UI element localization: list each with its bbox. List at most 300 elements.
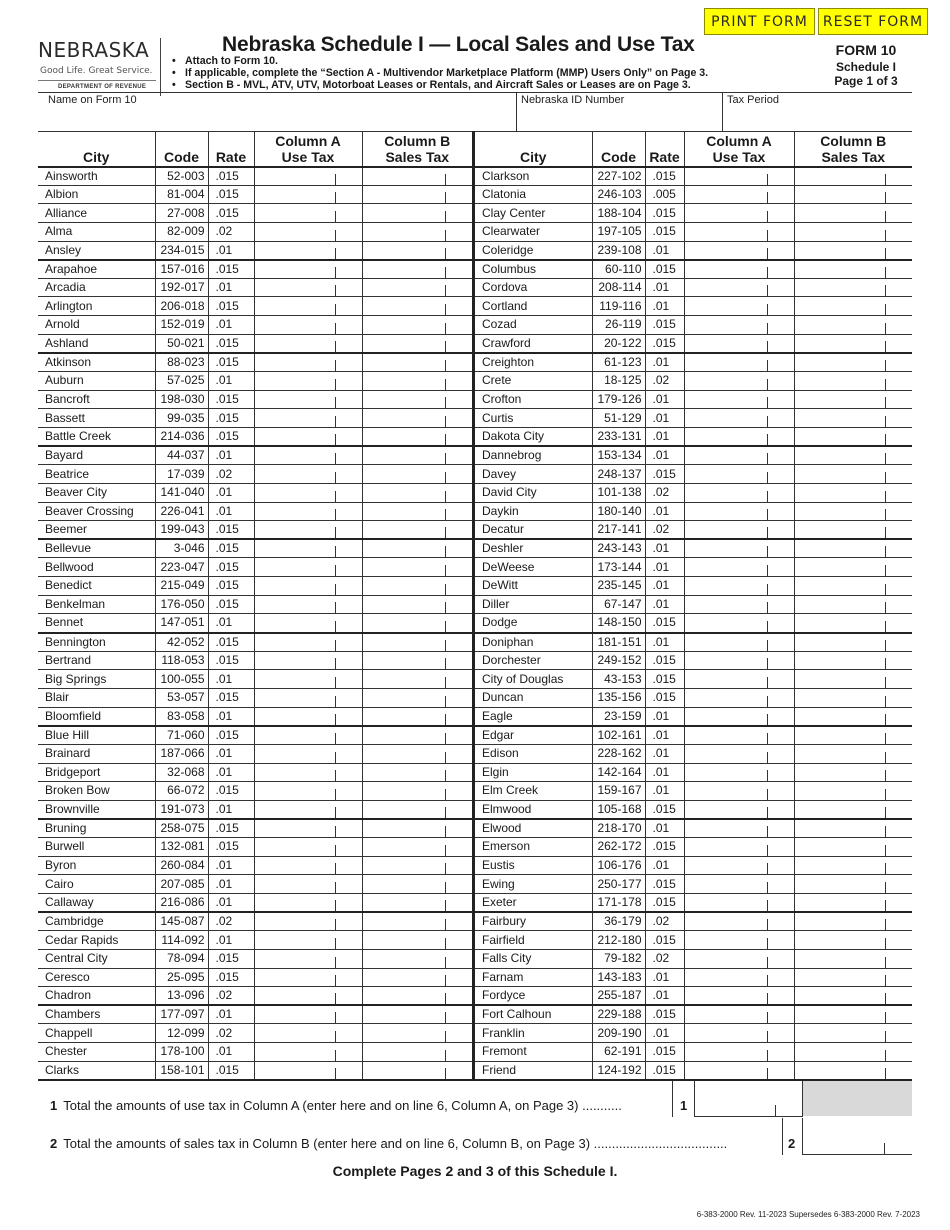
use-tax-input[interactable]	[255, 987, 362, 1004]
sales-tax-input[interactable]	[363, 316, 473, 334]
city-name: Cordova	[475, 278, 592, 297]
sales-tax-input[interactable]	[363, 261, 473, 278]
sales-tax-input[interactable]	[795, 204, 913, 222]
sales-tax-input[interactable]	[363, 931, 473, 949]
sales-tax-input[interactable]	[795, 764, 913, 782]
use-tax-input[interactable]	[685, 801, 794, 818]
sales-tax-input[interactable]	[795, 745, 913, 763]
use-tax-input[interactable]	[255, 447, 362, 464]
use-tax-input[interactable]	[685, 987, 794, 1004]
use-tax-input[interactable]	[685, 577, 794, 595]
use-tax-input[interactable]	[685, 409, 794, 427]
city-code: 250-177	[592, 875, 645, 894]
sales-tax-input[interactable]	[363, 335, 473, 352]
total-line-2	[50, 1136, 727, 1151]
use-tax-input[interactable]	[255, 484, 362, 502]
cents-tick	[885, 826, 886, 837]
print-form-button[interactable]: PRINT FORM	[704, 8, 815, 35]
use-tax-cell	[684, 577, 794, 596]
table-row	[38, 521, 472, 540]
total-sales-tax-input[interactable]	[803, 1118, 912, 1154]
city-name: Burwell	[38, 838, 155, 857]
city-code: 83-058	[155, 707, 208, 726]
use-tax-input[interactable]	[685, 727, 794, 744]
use-tax-input[interactable]	[255, 745, 362, 763]
city-code: 145-087	[155, 912, 208, 931]
cents-tick	[335, 509, 336, 520]
city-name: Blue Hill	[38, 726, 155, 745]
sales-tax-input[interactable]	[363, 168, 473, 185]
table-row	[38, 446, 472, 465]
use-tax-cell	[684, 838, 794, 857]
use-tax-input[interactable]	[685, 857, 794, 875]
sales-tax-input[interactable]	[363, 969, 473, 987]
use-tax-input[interactable]	[685, 521, 794, 538]
use-tax-input[interactable]	[255, 186, 362, 204]
use-tax-input[interactable]	[255, 820, 362, 837]
use-tax-input[interactable]	[685, 354, 794, 371]
use-tax-cell	[684, 707, 794, 726]
tax-rate: .01	[208, 372, 254, 391]
city-code: 57-025	[155, 372, 208, 391]
city-name: Elwood	[475, 819, 592, 838]
sales-tax-input[interactable]	[363, 1043, 473, 1061]
sales-tax-input[interactable]	[795, 484, 913, 502]
use-tax-input[interactable]	[255, 372, 362, 390]
sales-tax-input[interactable]	[363, 950, 473, 968]
table-row	[475, 782, 912, 801]
reset-form-button[interactable]: RESET FORM	[818, 8, 928, 35]
use-tax-input[interactable]	[255, 223, 362, 241]
city-name: Fremont	[475, 1043, 592, 1062]
sales-tax-input[interactable]	[795, 1024, 913, 1042]
use-tax-input[interactable]	[685, 297, 794, 315]
use-tax-input[interactable]	[255, 950, 362, 968]
city-code: 105-168	[592, 800, 645, 819]
sales-tax-input[interactable]	[363, 689, 473, 707]
use-tax-input[interactable]	[685, 1024, 794, 1042]
use-tax-input[interactable]	[685, 708, 794, 725]
sales-tax-input[interactable]	[795, 950, 913, 968]
use-tax-input[interactable]	[685, 670, 794, 688]
use-tax-input[interactable]	[685, 634, 794, 651]
use-tax-input[interactable]	[685, 652, 794, 670]
use-tax-input[interactable]	[685, 596, 794, 614]
sales-tax-input[interactable]	[363, 409, 473, 427]
sales-tax-input[interactable]	[795, 297, 913, 315]
sales-tax-input[interactable]	[363, 634, 473, 651]
table-row	[38, 893, 472, 912]
city-code: 228-162	[592, 744, 645, 763]
tax-rate: .02	[645, 949, 684, 968]
sales-tax-cell	[362, 278, 472, 297]
sales-tax-input[interactable]	[795, 894, 913, 911]
use-tax-input[interactable]	[685, 279, 794, 297]
use-tax-input[interactable]	[255, 204, 362, 222]
city-code: 36-179	[592, 912, 645, 931]
use-tax-cell	[254, 446, 362, 465]
use-tax-input[interactable]	[255, 503, 362, 521]
sales-tax-input[interactable]	[363, 894, 473, 911]
sales-tax-cell	[362, 1043, 472, 1062]
use-tax-input[interactable]	[685, 428, 794, 445]
use-tax-input[interactable]	[685, 447, 794, 464]
use-tax-input[interactable]	[255, 1043, 362, 1061]
use-tax-input[interactable]	[255, 894, 362, 911]
use-tax-input[interactable]	[255, 465, 362, 483]
use-tax-input[interactable]	[255, 857, 362, 875]
use-tax-input[interactable]	[255, 297, 362, 315]
sales-tax-input[interactable]	[363, 503, 473, 521]
sales-tax-input[interactable]	[363, 875, 473, 893]
sales-tax-input[interactable]	[795, 614, 913, 631]
use-tax-input[interactable]	[685, 745, 794, 763]
sales-tax-input[interactable]	[363, 857, 473, 875]
sales-tax-input[interactable]	[795, 782, 913, 800]
sales-tax-input[interactable]	[795, 335, 913, 352]
city-name: Deshler	[475, 539, 592, 558]
city-name: Franklin	[475, 1024, 592, 1043]
use-tax-cell	[684, 1005, 794, 1024]
use-tax-input[interactable]	[255, 354, 362, 371]
city-name: Arlington	[38, 297, 155, 316]
sales-tax-input[interactable]	[795, 558, 913, 576]
use-tax-cell	[684, 800, 794, 819]
cents-tick	[335, 845, 336, 856]
use-tax-input[interactable]	[255, 727, 362, 744]
sales-tax-input[interactable]	[363, 204, 473, 222]
sales-tax-input[interactable]	[363, 484, 473, 502]
sales-tax-input[interactable]	[795, 261, 913, 278]
sales-tax-input[interactable]	[363, 558, 473, 576]
city-code: 99-035	[155, 409, 208, 428]
sales-tax-input[interactable]	[363, 614, 473, 631]
use-tax-cell	[254, 502, 362, 521]
sales-tax-input[interactable]	[363, 913, 473, 930]
use-tax-cell	[254, 707, 362, 726]
sales-tax-input[interactable]	[363, 354, 473, 371]
cents-tick	[335, 882, 336, 893]
sales-tax-input[interactable]	[795, 1006, 913, 1023]
use-tax-input[interactable]	[255, 689, 362, 707]
tax-rate: .015	[208, 167, 254, 186]
nebraska-id-field[interactable]	[518, 106, 721, 130]
sales-tax-input[interactable]	[795, 857, 913, 875]
sales-tax-cell	[362, 893, 472, 912]
use-tax-input[interactable]	[255, 279, 362, 297]
cents-tick	[885, 453, 886, 464]
cents-tick	[885, 304, 886, 315]
use-tax-input[interactable]	[685, 782, 794, 800]
use-tax-input[interactable]	[685, 875, 794, 893]
city-name: Fairbury	[475, 912, 592, 931]
city-name: Elm Creek	[475, 782, 592, 801]
sales-tax-input[interactable]	[363, 1062, 473, 1079]
sales-tax-input[interactable]	[363, 1006, 473, 1023]
city-name: Ashland	[38, 334, 155, 353]
use-tax-input[interactable]	[685, 261, 794, 278]
sales-tax-input[interactable]	[363, 727, 473, 744]
cents-tick	[445, 453, 446, 464]
sales-tax-input[interactable]	[795, 503, 913, 521]
cents-tick	[885, 527, 886, 538]
sales-tax-input[interactable]	[795, 391, 913, 409]
sales-tax-input[interactable]	[363, 670, 473, 688]
use-tax-input[interactable]	[685, 614, 794, 631]
name-field[interactable]	[38, 106, 516, 130]
sales-tax-input[interactable]	[795, 875, 913, 893]
use-tax-input[interactable]	[255, 764, 362, 782]
use-tax-input[interactable]	[685, 168, 794, 185]
sales-tax-input[interactable]	[795, 969, 913, 987]
cents-tick	[885, 397, 886, 408]
city-code: 143-183	[592, 968, 645, 987]
sales-tax-input[interactable]	[363, 447, 473, 464]
sales-tax-cell	[794, 502, 912, 521]
city-name: Dorchester	[475, 651, 592, 670]
city-name: Elmwood	[475, 800, 592, 819]
use-tax-input[interactable]	[255, 708, 362, 725]
sales-tax-input[interactable]	[795, 1043, 913, 1061]
sales-tax-input[interactable]	[795, 447, 913, 464]
use-tax-input[interactable]	[255, 391, 362, 409]
sales-tax-cell	[794, 987, 912, 1006]
sales-tax-input[interactable]	[795, 913, 913, 930]
use-tax-input[interactable]	[255, 1006, 362, 1023]
total-use-tax-input[interactable]	[695, 1081, 802, 1116]
sales-tax-input[interactable]	[363, 820, 473, 837]
use-tax-input[interactable]	[685, 838, 794, 856]
use-tax-input[interactable]	[685, 1062, 794, 1079]
use-tax-input[interactable]	[255, 335, 362, 352]
table-row	[475, 558, 912, 577]
sales-tax-input[interactable]	[795, 652, 913, 670]
use-tax-input[interactable]	[685, 540, 794, 557]
use-tax-input[interactable]	[685, 372, 794, 390]
use-tax-input[interactable]	[255, 634, 362, 651]
sales-tax-input[interactable]	[363, 186, 473, 204]
city-code: 42-052	[155, 633, 208, 652]
use-tax-input[interactable]	[255, 242, 362, 259]
use-tax-input[interactable]	[255, 558, 362, 576]
use-tax-cell	[684, 316, 794, 335]
use-tax-input[interactable]	[685, 391, 794, 409]
tax-rate: .015	[208, 819, 254, 838]
sales-tax-input[interactable]	[795, 801, 913, 818]
use-tax-input[interactable]	[255, 428, 362, 445]
logo-department: DEPARTMENT OF REVENUE	[58, 84, 147, 90]
use-tax-input[interactable]	[255, 670, 362, 688]
sales-tax-input[interactable]	[795, 279, 913, 297]
sales-tax-input[interactable]	[795, 838, 913, 856]
use-tax-input[interactable]	[685, 484, 794, 502]
use-tax-input[interactable]	[685, 465, 794, 483]
sales-tax-input[interactable]	[363, 521, 473, 538]
cents-tick	[445, 900, 446, 911]
sales-tax-input[interactable]	[795, 689, 913, 707]
city-name: Bellevue	[38, 539, 155, 558]
use-tax-input[interactable]	[685, 335, 794, 352]
use-tax-input[interactable]	[685, 1006, 794, 1023]
table-row	[38, 1024, 472, 1043]
sales-tax-input[interactable]	[363, 540, 473, 557]
use-tax-cell	[684, 1061, 794, 1080]
cents-tick	[767, 360, 768, 371]
cents-tick	[885, 546, 886, 557]
city-code: 188-104	[592, 204, 645, 223]
table-row	[475, 1005, 912, 1024]
cents-tick	[767, 752, 768, 763]
cents-tick	[767, 919, 768, 930]
sales-tax-cell	[362, 875, 472, 894]
sales-tax-input[interactable]	[795, 521, 913, 538]
sales-tax-input[interactable]	[363, 223, 473, 241]
sales-tax-input[interactable]	[363, 372, 473, 390]
cents-tick	[885, 882, 886, 893]
sales-tax-cell	[362, 968, 472, 987]
sales-tax-input[interactable]	[363, 1024, 473, 1042]
use-tax-input[interactable]	[685, 558, 794, 576]
sales-tax-input[interactable]	[363, 782, 473, 800]
city-name: Beaver City	[38, 483, 155, 502]
use-tax-input[interactable]	[255, 782, 362, 800]
use-tax-cell	[684, 558, 794, 577]
table-row	[38, 539, 472, 558]
table-row	[475, 390, 912, 409]
sales-tax-input[interactable]	[363, 428, 473, 445]
sales-tax-input[interactable]	[795, 316, 913, 334]
use-tax-input[interactable]	[255, 261, 362, 278]
sales-tax-input[interactable]	[795, 1062, 913, 1079]
use-tax-cell	[254, 353, 362, 372]
use-tax-input[interactable]	[685, 689, 794, 707]
sales-tax-input[interactable]	[795, 540, 913, 557]
cents-tick	[335, 1068, 336, 1079]
use-tax-input[interactable]	[685, 503, 794, 521]
sales-tax-input[interactable]	[363, 987, 473, 1004]
sales-tax-input[interactable]	[363, 596, 473, 614]
use-tax-input[interactable]	[255, 1024, 362, 1042]
sales-tax-input[interactable]	[363, 745, 473, 763]
sales-tax-input[interactable]	[363, 838, 473, 856]
use-tax-input[interactable]	[255, 801, 362, 818]
use-tax-input[interactable]	[685, 894, 794, 911]
table-row	[38, 856, 472, 875]
use-tax-input[interactable]	[685, 931, 794, 949]
use-tax-input[interactable]	[255, 875, 362, 893]
city-name: Bancroft	[38, 390, 155, 409]
sales-tax-input[interactable]	[363, 801, 473, 818]
sales-tax-input[interactable]	[795, 931, 913, 949]
sales-tax-input[interactable]	[795, 428, 913, 445]
tax-rate: .015	[645, 1061, 684, 1080]
tax-rate: .005	[645, 185, 684, 204]
sales-tax-input[interactable]	[795, 596, 913, 614]
use-tax-input[interactable]	[685, 204, 794, 222]
sales-tax-input[interactable]	[795, 186, 913, 204]
sales-tax-input[interactable]	[795, 577, 913, 595]
use-tax-input[interactable]	[685, 242, 794, 259]
sales-tax-input[interactable]	[795, 372, 913, 390]
use-tax-input[interactable]	[685, 1043, 794, 1061]
city-code: 62-191	[592, 1043, 645, 1062]
sales-tax-input[interactable]	[363, 279, 473, 297]
use-tax-input[interactable]	[255, 596, 362, 614]
city-name: Byron	[38, 856, 155, 875]
use-tax-input[interactable]	[255, 969, 362, 987]
sales-tax-input[interactable]	[363, 391, 473, 409]
use-tax-input[interactable]	[255, 168, 362, 185]
sales-tax-input[interactable]	[795, 409, 913, 427]
sales-tax-input[interactable]	[795, 708, 913, 725]
sales-tax-cell	[362, 651, 472, 670]
sales-tax-input[interactable]	[795, 223, 913, 241]
cents-tick	[767, 696, 768, 707]
use-tax-input[interactable]	[255, 316, 362, 334]
cents-tick	[767, 434, 768, 445]
use-tax-input[interactable]	[255, 540, 362, 557]
sales-tax-input[interactable]	[795, 820, 913, 837]
cents-tick	[885, 341, 886, 352]
sales-tax-input[interactable]	[795, 670, 913, 688]
cents-tick	[445, 770, 446, 781]
use-tax-input[interactable]	[685, 820, 794, 837]
use-tax-input[interactable]	[255, 913, 362, 930]
sales-tax-input[interactable]	[363, 242, 473, 259]
sales-tax-input[interactable]	[363, 577, 473, 595]
cents-tick	[445, 826, 446, 837]
sales-tax-cell	[362, 931, 472, 950]
use-tax-input[interactable]	[685, 969, 794, 987]
sales-tax-input[interactable]	[363, 297, 473, 315]
sales-tax-input[interactable]	[363, 764, 473, 782]
sales-tax-input[interactable]	[363, 708, 473, 725]
use-tax-cell	[684, 763, 794, 782]
use-tax-input[interactable]	[255, 614, 362, 631]
use-tax-input[interactable]	[255, 838, 362, 856]
sales-tax-cell	[794, 465, 912, 484]
sales-tax-input[interactable]	[363, 465, 473, 483]
use-tax-input[interactable]	[685, 950, 794, 968]
use-tax-input[interactable]	[255, 1062, 362, 1079]
use-tax-input[interactable]	[255, 931, 362, 949]
use-tax-input[interactable]	[685, 764, 794, 782]
sales-tax-input[interactable]	[795, 168, 913, 185]
sales-tax-input[interactable]	[795, 354, 913, 371]
sales-tax-input[interactable]	[795, 634, 913, 651]
use-tax-input[interactable]	[255, 409, 362, 427]
sales-tax-input[interactable]	[795, 727, 913, 744]
city-code: 249-152	[592, 651, 645, 670]
use-tax-cell	[684, 222, 794, 241]
use-tax-input[interactable]	[255, 652, 362, 670]
sales-tax-input[interactable]	[795, 242, 913, 259]
sales-tax-input[interactable]	[363, 652, 473, 670]
use-tax-input[interactable]	[685, 316, 794, 334]
city-name: Benkelman	[38, 595, 155, 614]
use-tax-input[interactable]	[685, 913, 794, 930]
table-row	[475, 297, 912, 316]
sales-tax-input[interactable]	[795, 465, 913, 483]
sales-tax-input[interactable]	[795, 987, 913, 1004]
use-tax-input[interactable]	[685, 186, 794, 204]
use-tax-input[interactable]	[255, 521, 362, 538]
cents-tick	[885, 789, 886, 800]
use-tax-cell	[254, 614, 362, 633]
use-tax-input[interactable]	[685, 223, 794, 241]
use-tax-input[interactable]	[255, 577, 362, 595]
tax-period-field[interactable]	[724, 106, 912, 130]
